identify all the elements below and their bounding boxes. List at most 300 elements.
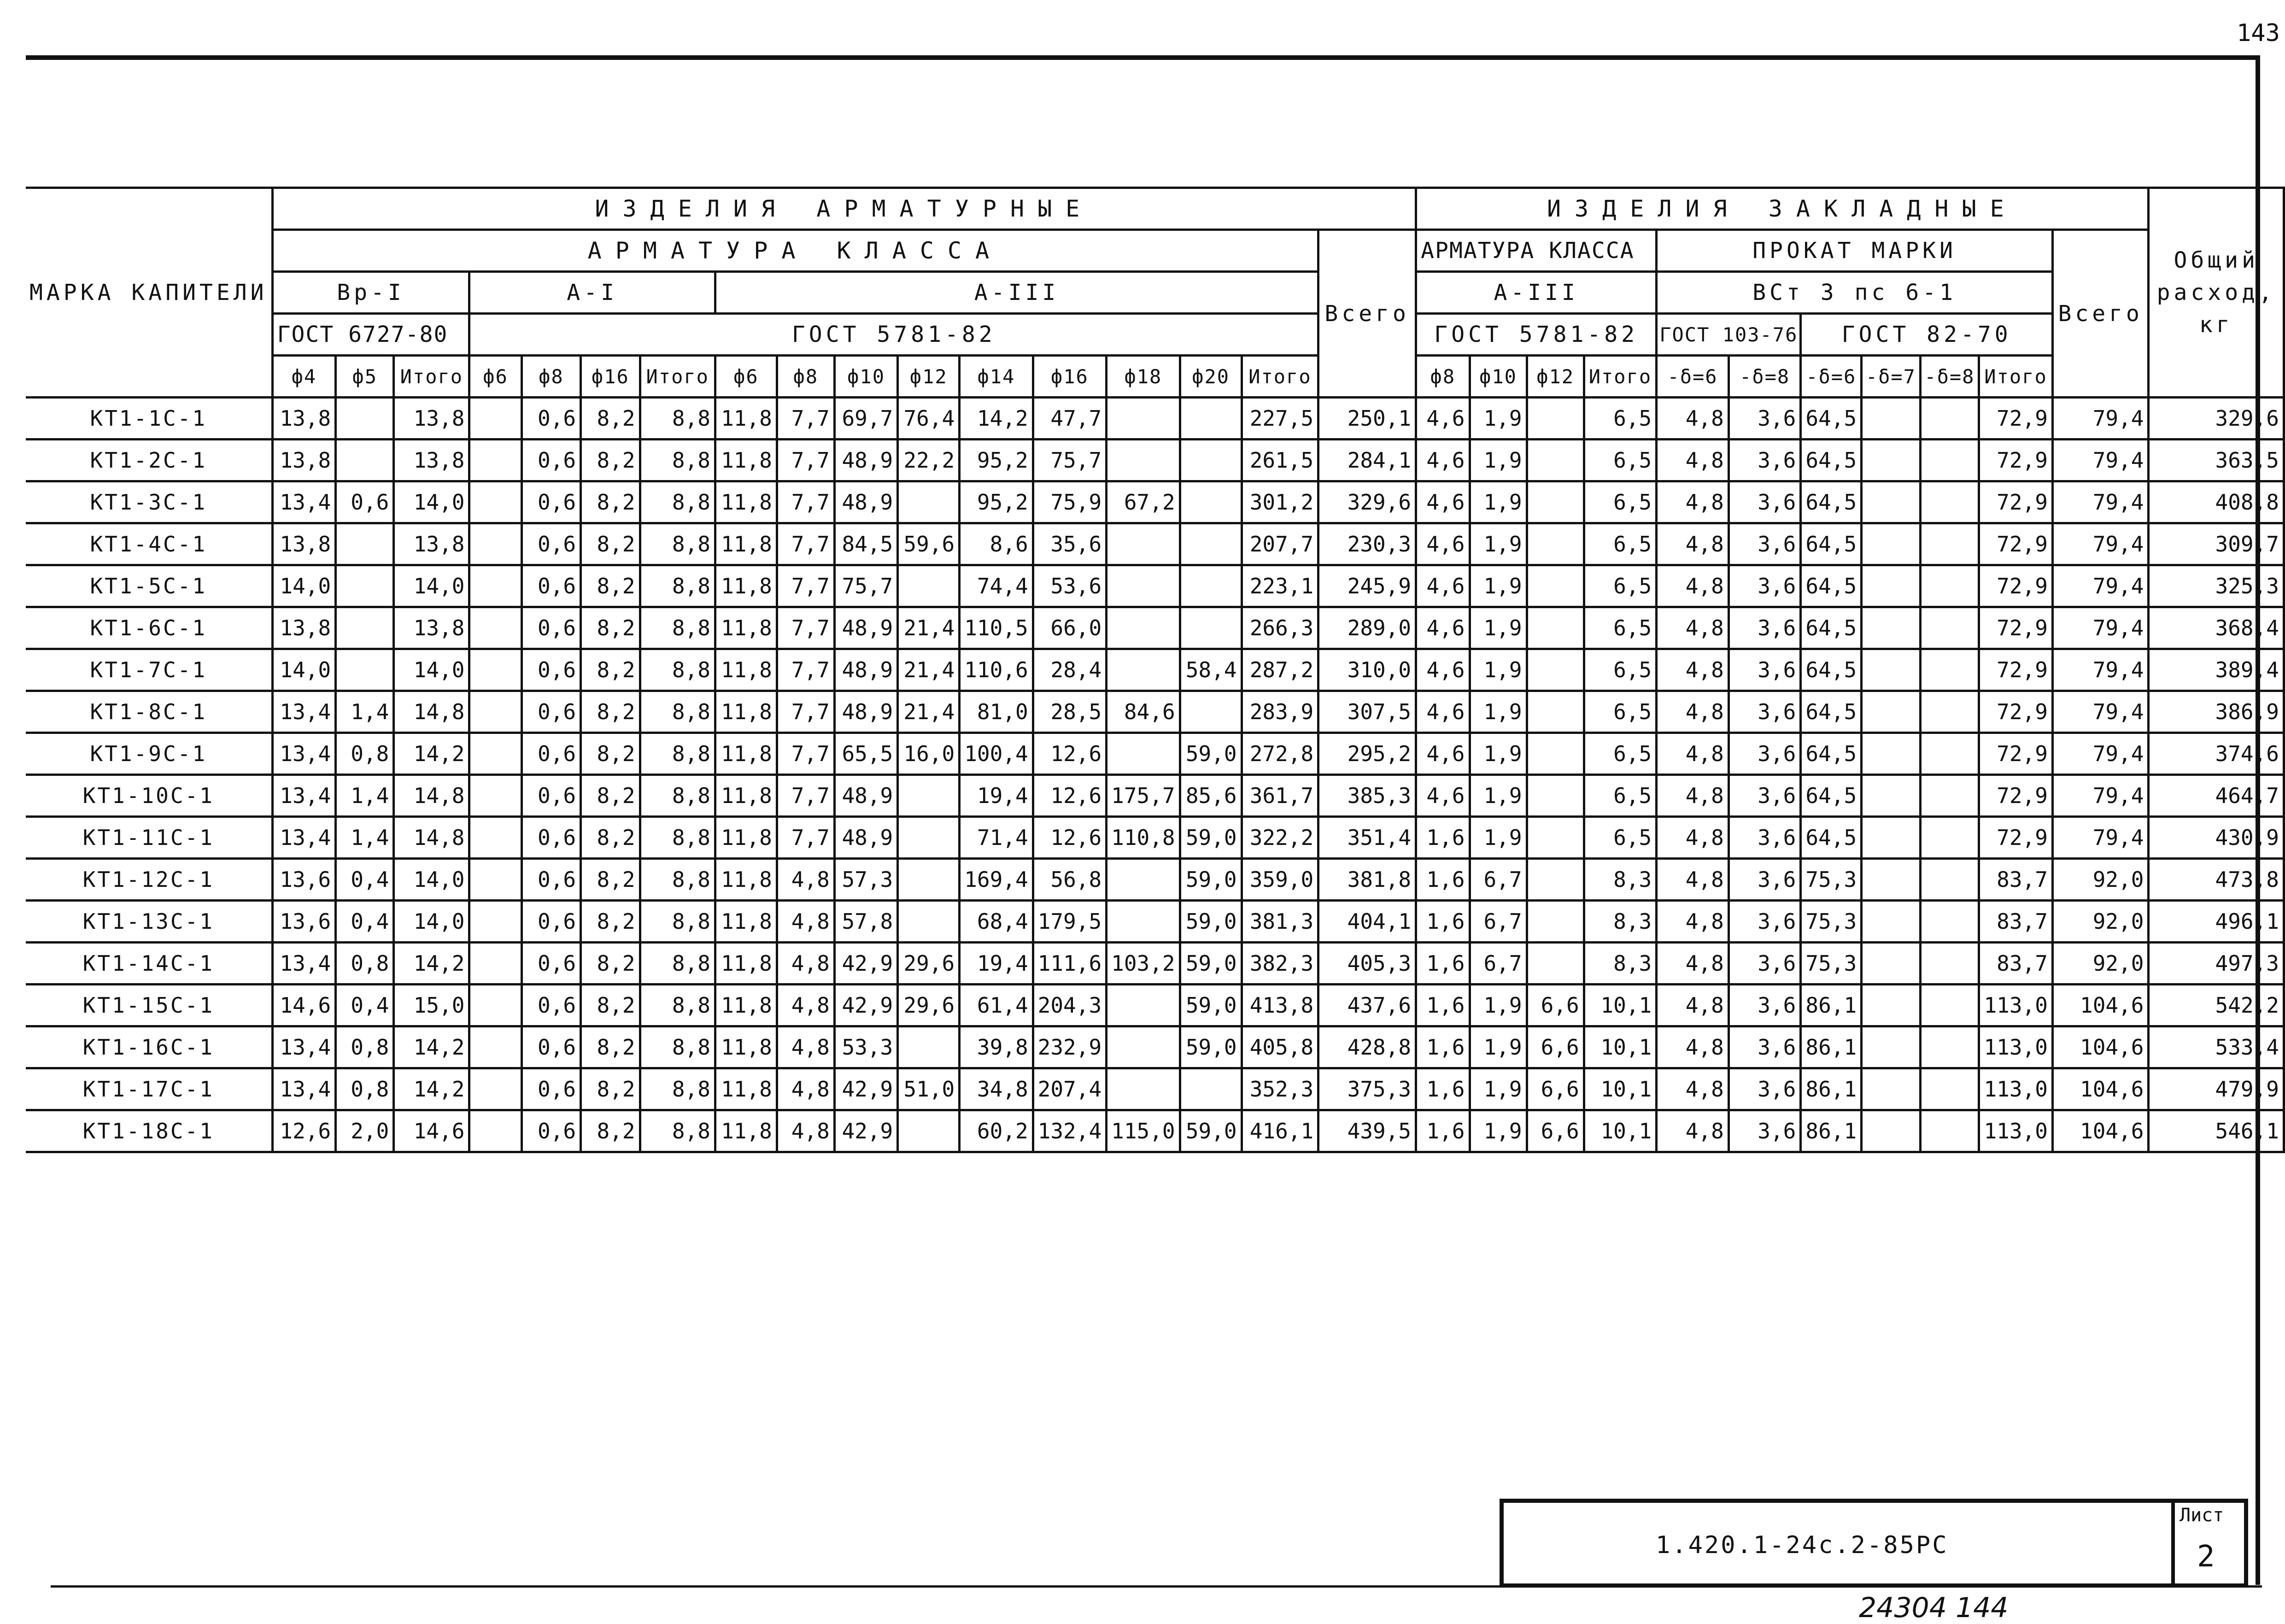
embedded-total-header: Всего (2052, 230, 2149, 398)
table-cell (1862, 398, 1920, 440)
table-cell: 57,8 (834, 901, 897, 943)
class-a3-header: А-III (715, 272, 1318, 314)
table-cell: 14,8 (394, 817, 469, 859)
table-cell: 48,9 (834, 817, 897, 859)
table-cell (1920, 985, 1979, 1026)
table-cell: 227,5 (1242, 398, 1318, 440)
table-cell: 72,9 (1979, 523, 2053, 565)
table-cell: 6,6 (1527, 985, 1584, 1026)
table-cell: 14,0 (272, 565, 336, 607)
table-cell: 204,3 (1033, 985, 1106, 1026)
subcolumn-header: ф5 (336, 356, 394, 398)
table-cell: 8,2 (581, 440, 640, 481)
table-cell: 14,6 (272, 985, 336, 1026)
table-cell (1862, 565, 1920, 607)
table-cell: 4,6 (1416, 565, 1470, 607)
table-cell: 42,9 (834, 985, 897, 1026)
table-cell: 11,8 (715, 1110, 777, 1152)
table-cell: 8,6 (960, 523, 1033, 565)
table-cell: 111,6 (1033, 943, 1106, 985)
table-cell: 2,0 (336, 1110, 394, 1152)
table-cell: 113,0 (1979, 1110, 2053, 1152)
table-cell (1862, 1110, 1920, 1152)
table-cell: 100,4 (960, 733, 1033, 775)
table-cell: 113,0 (1979, 1068, 2053, 1110)
table-cell: 48,9 (834, 775, 897, 817)
table-cell: 1,6 (1416, 859, 1470, 901)
table-cell: 0,4 (336, 985, 394, 1026)
table-cell: 13,8 (272, 440, 336, 481)
table-cell: 287,2 (1242, 649, 1318, 691)
table-cell (469, 649, 521, 691)
table-cell: 42,9 (834, 1068, 897, 1110)
row-mark: КТ1-12С-1 (26, 859, 272, 901)
table-cell: 56,8 (1033, 859, 1106, 901)
table-cell: 8,8 (640, 565, 715, 607)
table-cell: 13,4 (272, 733, 336, 775)
table-cell: 8,8 (640, 649, 715, 691)
subcolumn-header: ф10 (834, 356, 897, 398)
table-cell: 0,6 (521, 398, 580, 440)
table-cell: 12,6 (1033, 733, 1106, 775)
table-cell: 103,2 (1107, 943, 1180, 985)
table-cell: 169,4 (960, 859, 1033, 901)
table-cell (1107, 607, 1180, 649)
table-cell: 59,0 (1180, 1110, 1242, 1152)
table-cell: 0,8 (336, 733, 394, 775)
table-cell: 4,8 (777, 1026, 834, 1068)
table-cell: 0,8 (336, 1026, 394, 1068)
table-cell: 84,6 (1107, 691, 1180, 733)
table-cell (1527, 733, 1584, 775)
table-cell: 64,5 (1801, 481, 1862, 523)
table-cell (1180, 691, 1242, 733)
table-cell (1107, 565, 1180, 607)
table-cell: 113,0 (1979, 985, 2053, 1026)
table-cell: 8,8 (640, 523, 715, 565)
table-cell: 81,0 (960, 691, 1033, 733)
table-cell: 3,6 (1728, 775, 1801, 817)
subcolumn-header: ф8 (777, 356, 834, 398)
reinforcement-group-header: ИЗДЕЛИЯ АРМАТУРНЫЕ (272, 188, 1416, 230)
table-cell: 0,6 (521, 607, 580, 649)
table-cell (1862, 1068, 1920, 1110)
table-cell (469, 901, 521, 943)
table-cell: 11,8 (715, 985, 777, 1026)
table-cell: 4,8 (1657, 481, 1729, 523)
table-cell: 11,8 (715, 859, 777, 901)
table-cell: 7,7 (777, 733, 834, 775)
table-cell: 13,6 (272, 901, 336, 943)
table-row (26, 817, 2284, 859)
table-cell: 53,3 (834, 1026, 897, 1068)
table-row (26, 1068, 2284, 1110)
table-row (26, 733, 2284, 775)
table-cell: 7,7 (777, 817, 834, 859)
table-cell: 79,4 (2052, 817, 2149, 859)
archive-number: 24304 144 (1859, 1592, 2009, 1624)
table-cell: 79,4 (2052, 775, 2149, 817)
table-cell: 1,9 (1470, 691, 1527, 733)
table-cell: 68,4 (960, 901, 1033, 943)
table-cell: 295,2 (1318, 733, 1416, 775)
table-cell: 72,9 (1979, 649, 2053, 691)
table-cell: 92,0 (2052, 901, 2149, 943)
table-cell: 64,5 (1801, 649, 1862, 691)
gost-82-header: ГОСТ 82-70 (1801, 314, 2053, 356)
table-cell: 113,0 (1979, 1026, 2053, 1068)
table-cell (1180, 607, 1242, 649)
table-cell (1862, 523, 1920, 565)
table-cell (1107, 985, 1180, 1026)
table-cell: 6,7 (1470, 859, 1527, 901)
table-cell: 12,6 (1033, 817, 1106, 859)
table-cell: 351,4 (1318, 817, 1416, 859)
table-cell: 12,6 (272, 1110, 336, 1152)
table-cell: 7,7 (777, 523, 834, 565)
table-cell: 0,6 (521, 775, 580, 817)
table-cell: 0,4 (336, 901, 394, 943)
table-cell: 352,3 (1242, 1068, 1318, 1110)
table-cell: 60,2 (960, 1110, 1033, 1152)
table-cell: 0,6 (521, 943, 580, 985)
table-cell: 11,8 (715, 1026, 777, 1068)
table-cell: 1,9 (1470, 607, 1527, 649)
table-cell: 104,6 (2052, 1026, 2149, 1068)
table-cell: 16,0 (898, 733, 960, 775)
table-cell: 284,1 (1318, 440, 1416, 481)
table-cell: 4,6 (1416, 523, 1470, 565)
row-mark: КТ1-6С-1 (26, 607, 272, 649)
table-row (26, 607, 2284, 649)
table-cell: 115,0 (1107, 1110, 1180, 1152)
table-cell (469, 1026, 521, 1068)
table-cell (1107, 859, 1180, 901)
table-cell: 1,9 (1470, 440, 1527, 481)
table-cell (1180, 440, 1242, 481)
table-cell: 8,8 (640, 1026, 715, 1068)
table-cell: 3,6 (1728, 649, 1801, 691)
table-row (26, 943, 2284, 985)
table-cell: 48,9 (834, 481, 897, 523)
subcolumn-header: -δ=8 (1728, 356, 1801, 398)
table-cell: 6,5 (1584, 775, 1657, 817)
table-cell: 1,9 (1470, 733, 1527, 775)
table-cell (1180, 523, 1242, 565)
table-cell (1180, 398, 1242, 440)
table-cell: 405,3 (1318, 943, 1416, 985)
table-cell (898, 565, 960, 607)
table-cell: 72,9 (1979, 565, 2053, 607)
table-cell: 11,8 (715, 775, 777, 817)
table-cell: 6,7 (1470, 943, 1527, 985)
class-a1-header: А-I (469, 272, 715, 314)
table-cell: 428,8 (1318, 1026, 1416, 1068)
table-cell: 15,0 (394, 985, 469, 1026)
table-cell: 1,9 (1470, 398, 1527, 440)
table-cell (1862, 859, 1920, 901)
table-cell: 57,3 (834, 859, 897, 901)
table-cell: 8,8 (640, 398, 715, 440)
table-cell (1527, 901, 1584, 943)
table-cell: 8,2 (581, 1110, 640, 1152)
table-cell: 6,5 (1584, 565, 1657, 607)
table-cell: 3,6 (1728, 901, 1801, 943)
row-mark: КТ1-4С-1 (26, 523, 272, 565)
table-cell: 497,3 (2149, 943, 2284, 985)
table-cell: 72,9 (1979, 607, 2053, 649)
table-cell (1862, 901, 1920, 943)
table-cell (469, 398, 521, 440)
table-cell (469, 607, 521, 649)
table-cell: 72,9 (1979, 398, 2053, 440)
table-cell: 79,4 (2052, 523, 2149, 565)
table-cell: 307,5 (1318, 691, 1416, 733)
table-cell: 1,9 (1470, 985, 1527, 1026)
table-cell: 464,7 (2149, 775, 2284, 817)
table-cell: 84,5 (834, 523, 897, 565)
table-cell (1180, 565, 1242, 607)
subcolumn-header: ф8 (1416, 356, 1470, 398)
table-cell (469, 1068, 521, 1110)
table-cell: 110,8 (1107, 817, 1180, 859)
table-cell: 437,6 (1318, 985, 1416, 1026)
table-cell: 1,4 (336, 691, 394, 733)
table-cell: 4,8 (1657, 607, 1729, 649)
table-cell: 14,2 (394, 733, 469, 775)
table-cell: 479,9 (2149, 1068, 2284, 1110)
table-cell: 4,8 (777, 1110, 834, 1152)
table-row (26, 481, 2284, 523)
table-cell: 59,0 (1180, 985, 1242, 1026)
table-cell (336, 440, 394, 481)
table-cell: 10,1 (1584, 985, 1657, 1026)
table-cell: 21,4 (898, 607, 960, 649)
table-cell: 3,6 (1728, 943, 1801, 985)
table-cell: 86,1 (1801, 1068, 1862, 1110)
table-cell: 72,9 (1979, 733, 2053, 775)
table-cell: 1,9 (1470, 775, 1527, 817)
table-cell: 4,8 (777, 901, 834, 943)
table-cell: 0,6 (521, 859, 580, 901)
reinforcement-class-header: АРМАТУРА КЛАССА (272, 230, 1318, 272)
table-cell (1920, 523, 1979, 565)
table-cell: 261,5 (1242, 440, 1318, 481)
table-cell: 4,6 (1416, 607, 1470, 649)
table-cell: 4,6 (1416, 440, 1470, 481)
row-mark: КТ1-9С-1 (26, 733, 272, 775)
table-cell: 289,0 (1318, 607, 1416, 649)
table-cell: 28,4 (1033, 649, 1106, 691)
table-cell: 368,4 (2149, 607, 2284, 649)
table-cell: 7,7 (777, 440, 834, 481)
table-cell: 0,4 (336, 859, 394, 901)
table-cell: 59,0 (1180, 1026, 1242, 1068)
table-cell: 75,7 (834, 565, 897, 607)
table-row (26, 1110, 2284, 1152)
subcolumn-header: -δ=6 (1657, 356, 1729, 398)
table-cell: 3,6 (1728, 691, 1801, 733)
row-mark: КТ1-15С-1 (26, 985, 272, 1026)
table-cell: 47,7 (1033, 398, 1106, 440)
table-cell: 4,8 (1657, 1068, 1729, 1110)
table-cell: 64,5 (1801, 523, 1862, 565)
table-cell: 59,0 (1180, 859, 1242, 901)
table-cell: 13,8 (394, 607, 469, 649)
table-cell: 110,5 (960, 607, 1033, 649)
table-cell: 48,9 (834, 649, 897, 691)
table-cell (1920, 901, 1979, 943)
table-cell: 4,8 (777, 943, 834, 985)
table-cell: 250,1 (1318, 398, 1416, 440)
table-cell: 1,4 (336, 817, 394, 859)
table-cell: 1,6 (1416, 943, 1470, 985)
row-mark: КТ1-2С-1 (26, 440, 272, 481)
table-cell: 13,8 (272, 607, 336, 649)
table-row (26, 649, 2284, 691)
row-mark: КТ1-8С-1 (26, 691, 272, 733)
document-code: 1.420.1-24с.2-85РС (1656, 1531, 1949, 1559)
reinforcement-total-header: Всего (1318, 230, 1416, 398)
table-cell: 359,0 (1242, 859, 1318, 901)
table-cell: 86,1 (1801, 1110, 1862, 1152)
table-cell: 76,4 (898, 398, 960, 440)
table-cell: 8,8 (640, 1110, 715, 1152)
table-cell: 266,3 (1242, 607, 1318, 649)
table-cell: 413,8 (1242, 985, 1318, 1026)
sheet-label: Лист (2180, 1505, 2224, 1526)
subcolumn-header: ф4 (272, 356, 336, 398)
subcolumn-header: ф20 (1180, 356, 1242, 398)
table-cell (1862, 775, 1920, 817)
table-cell: 1,6 (1416, 1110, 1470, 1152)
table-cell (1107, 398, 1180, 440)
table-cell (336, 565, 394, 607)
table-cell: 6,5 (1584, 398, 1657, 440)
table-cell: 79,4 (2052, 691, 2149, 733)
table-cell: 75,3 (1801, 859, 1862, 901)
subcolumn-header: ф12 (1527, 356, 1584, 398)
table-cell (336, 649, 394, 691)
table-cell: 4,8 (1657, 943, 1729, 985)
row-mark: КТ1-5С-1 (26, 565, 272, 607)
table-row (26, 523, 2284, 565)
table-cell (1920, 398, 1979, 440)
table-cell: 3,6 (1728, 1026, 1801, 1068)
table-cell (1107, 1068, 1180, 1110)
table-cell: 4,6 (1416, 398, 1470, 440)
table-cell: 6,6 (1527, 1068, 1584, 1110)
table-cell: 83,7 (1979, 859, 2053, 901)
table-cell: 79,4 (2052, 481, 2149, 523)
table-cell: 14,8 (394, 775, 469, 817)
table-cell: 8,2 (581, 817, 640, 859)
subcolumn-header: ф10 (1470, 356, 1527, 398)
table-cell: 13,4 (272, 691, 336, 733)
table-cell: 0,6 (521, 565, 580, 607)
table-cell (1862, 607, 1920, 649)
table-cell: 104,6 (2052, 985, 2149, 1026)
table-cell: 361,7 (1242, 775, 1318, 817)
table-cell (336, 523, 394, 565)
table-cell: 11,8 (715, 523, 777, 565)
table-cell: 223,1 (1242, 565, 1318, 607)
table-cell: 39,8 (960, 1026, 1033, 1068)
table-cell: 72,9 (1979, 775, 2053, 817)
table-cell: 59,0 (1180, 901, 1242, 943)
subcolumn-header: -δ=8 (1920, 356, 1979, 398)
table-cell: 4,8 (1657, 1110, 1729, 1152)
table-cell (1862, 481, 1920, 523)
table-cell: 8,8 (640, 1068, 715, 1110)
table-cell: 533,4 (2149, 1026, 2284, 1068)
table-cell: 14,2 (394, 943, 469, 985)
table-cell: 8,8 (640, 775, 715, 817)
table-cell: 6,5 (1584, 817, 1657, 859)
table-row (26, 775, 2284, 817)
table-cell: 0,6 (521, 1110, 580, 1152)
table-cell: 6,7 (1470, 901, 1527, 943)
table-cell (1862, 733, 1920, 775)
table-cell (469, 523, 521, 565)
table-cell: 8,8 (640, 817, 715, 859)
table-cell: 8,2 (581, 985, 640, 1026)
table-cell: 1,9 (1470, 565, 1527, 607)
table-cell: 28,5 (1033, 691, 1106, 733)
table-cell: 0,6 (336, 481, 394, 523)
table-cell: 4,8 (1657, 817, 1729, 859)
table-cell (1527, 440, 1584, 481)
subcolumn-header: Итого (1979, 356, 2053, 398)
table-cell: 3,6 (1728, 398, 1801, 440)
table-cell: 1,6 (1416, 1068, 1470, 1110)
table-cell: 8,8 (640, 691, 715, 733)
table-cell (469, 817, 521, 859)
table-cell (1920, 691, 1979, 733)
table-row (26, 565, 2284, 607)
table-cell: 405,8 (1242, 1026, 1318, 1068)
table-cell: 3,6 (1728, 523, 1801, 565)
gost-103-header: ГОСТ 103-76 (1657, 314, 1801, 356)
table-cell: 230,3 (1318, 523, 1416, 565)
subcolumn-header: -δ=6 (1801, 356, 1862, 398)
table-cell (1920, 1068, 1979, 1110)
table-cell: 8,2 (581, 523, 640, 565)
table-cell: 59,0 (1180, 733, 1242, 775)
table-cell: 14,2 (394, 1026, 469, 1068)
table-cell: 11,8 (715, 733, 777, 775)
table-cell: 4,8 (1657, 440, 1729, 481)
table-cell (1920, 649, 1979, 691)
table-cell: 4,8 (777, 1068, 834, 1110)
table-cell: 4,6 (1416, 691, 1470, 733)
table-cell: 439,5 (1318, 1110, 1416, 1152)
table-cell: 64,5 (1801, 440, 1862, 481)
table-cell: 104,6 (2052, 1110, 2149, 1152)
table-cell: 329,6 (1318, 481, 1416, 523)
table-cell: 4,6 (1416, 481, 1470, 523)
table-cell: 104,6 (2052, 1068, 2149, 1110)
table-cell (469, 733, 521, 775)
table-cell: 74,4 (960, 565, 1033, 607)
subcolumn-header: Итого (1242, 356, 1318, 398)
table-cell (1862, 649, 1920, 691)
table-cell (1920, 943, 1979, 985)
table-cell (1862, 1026, 1920, 1068)
table-cell: 21,4 (898, 649, 960, 691)
subcolumn-header: Итого (394, 356, 469, 398)
bottom-rule (51, 1585, 2262, 1588)
